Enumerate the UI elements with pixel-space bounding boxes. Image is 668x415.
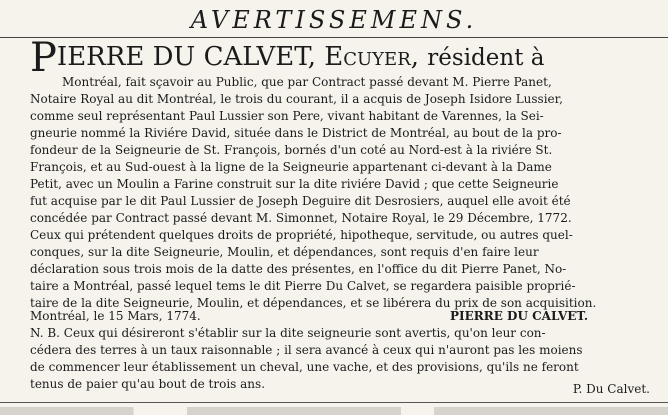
body-line: Ceux qui prétendent quelques droits de propriété, hipotheque, servitude, ou autres quel- (30, 228, 573, 242)
drop-initial: P (30, 35, 57, 81)
body-line: taire de la dite Seigneurie, Moulin, et dépendances, et se libérera du prix de son acquisition. (30, 296, 597, 310)
bottom-rule (0, 402, 668, 403)
nb-line: tenus de paier qu'au bout de trois ans. (30, 377, 266, 391)
body-line: taire a Montréal, passé lequel tems le dit Pierre Du Calvet, se regardera paisible proprié- (30, 279, 576, 293)
notice-heading (30, 35, 660, 81)
body-line: déclaration sous trois mois de la datte des présentes, en l'office du dit Pierre Panet, No- (30, 262, 567, 276)
heading-rank: Ecuyer, (324, 42, 420, 72)
body-line: comme seul représentant Paul Lussier son Pere, vivant habitant de Varennes, la Sei- (30, 109, 544, 123)
body-line: fondeur de la Seigneurie de St. François, bornés d'un coté au Nord-est à la riviére St. (30, 143, 553, 157)
body-line: Montréal, fait sçavoir au Public, que par Contract passé devant M. Pierre Panet, (62, 75, 552, 89)
body-line: gneurie nommé la Riviére David, située dans le District de Montréal, au bout de la pro- (30, 126, 562, 140)
body-line: Petit, avec un Moulin a Farine construit sur la dite riviére David ; que cette Seigneurie (30, 177, 559, 191)
nb-line: N. B. Ceux qui désireront s'établir sur la dite seigneurie sont avertis, qu'on leur con- (30, 326, 546, 340)
nb-line: cédera des terres à un taux raisonnable ; il sera avancé à ceux qui n'auront pas les moiens (30, 343, 583, 357)
body-line: fut acquise par le dit Paul Lussier de Joseph Deguire dit Desrosiers, auquel elle avoit été (30, 194, 571, 208)
body-line: concédée par Contract passé devant M. Simonnet, Notaire Royal, le 29 Décembre, 1772. (30, 211, 572, 225)
title-rule (0, 37, 668, 38)
signature-caps: PIERRE DU CALVET. (450, 309, 588, 323)
signature: P. Du Calvet. (572, 382, 650, 396)
nb-line: de commencer leur établissement un cheval, une vache, et des provisions, qu'ils ne feront (30, 360, 579, 374)
heading-tail: résident à (427, 45, 545, 71)
notice-title: AVERTISSEMENS. (190, 6, 478, 34)
body-line: Notaire Royal au dit Montréal, le trois du courant, il a acquis de Joseph Isidore Lussier, (30, 92, 563, 106)
body-line: conques, sur la dite Seigneurie, Moulin, et dépendances, sont requis d'en faire leur (30, 245, 539, 259)
page-edge-texture (0, 407, 668, 415)
body-line: François, et au Sud-ouest à la ligne de la Seigneurie appartenant ci-devant à la Dame (30, 160, 552, 174)
date-and-name-row (30, 307, 660, 325)
date-line: Montréal, le 15 Mars, 1774. (30, 309, 201, 323)
heading-name: IERRE DU CALVET, (56, 42, 316, 72)
